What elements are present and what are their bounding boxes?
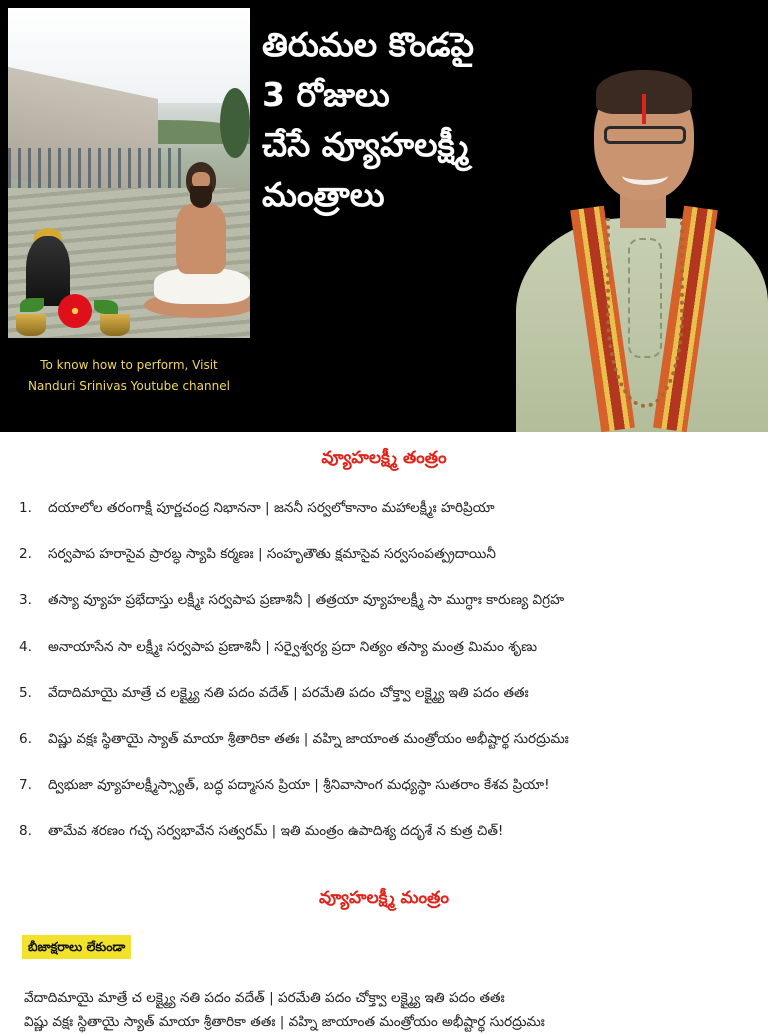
list-item xyxy=(0,724,768,770)
header-banner xyxy=(0,0,768,432)
presenter-portrait xyxy=(516,68,768,432)
caption-line-1: To know how to perform, Visit xyxy=(40,358,218,372)
verse-number: 1. xyxy=(19,500,32,516)
list-item xyxy=(0,678,768,724)
list-item xyxy=(0,816,768,862)
verse-number: 8. xyxy=(19,823,32,840)
title-line-2: 3 రోజులు xyxy=(262,75,390,114)
tantram-heading: వ్యూహలక్ష్మీ తంత్రం xyxy=(321,448,447,468)
leaf-icon xyxy=(94,300,118,314)
list-item xyxy=(0,493,768,539)
caption-line-2: Nanduri Srinivas Youtube channel xyxy=(28,379,230,393)
list-item xyxy=(0,632,768,678)
list-item xyxy=(0,770,768,816)
temple-pond-photo xyxy=(8,8,250,338)
verse-number: 6. xyxy=(19,730,32,747)
mantram-heading: వ్యూహలక్ష్మీ మంత్రం xyxy=(318,888,450,908)
list-item xyxy=(0,539,768,585)
deity-idol xyxy=(26,236,70,306)
verse-text: వేదాదిమాయై మాత్రే చ లక్ష్మ్యై నతి పదం వదేత్ | పరమేతి పదం చోక్త్వా లక్ష్మ్యై ఇతి పదం తతః xyxy=(48,684,529,701)
meditating-sage-figure xyxy=(146,160,250,335)
title-line-3: చేసే వ్యూహలక్ష్మీ xyxy=(262,125,469,164)
verse-number: 5. xyxy=(19,684,32,701)
title-line-1: తిరుమల కొండపై xyxy=(262,25,474,64)
mantram-line-1: వేదాదిమాయై మాత్రే చ లక్ష్మ్యై నతి పదం వదేత్ | పరమేతి పదం చోక్త్వా లక్ష్మ్యై ఇతి పదం తతః xyxy=(24,990,505,1006)
highlight-label: బీజాక్షరాలు లేకుండా xyxy=(22,935,131,959)
hibiscus-flower xyxy=(58,294,92,328)
verse-number: 2. xyxy=(19,546,32,563)
title-line-4: మంత్రాలు xyxy=(262,175,385,214)
verse-list xyxy=(0,493,768,863)
verse-text: తామేవ శరణం గచ్ఛ సర్వభావేన సత్వరమ్ | ఇతి మంత్రం ఉపాదిశ్య దదృశే న కుత్ర చిత్! xyxy=(48,823,504,840)
leaf-icon xyxy=(20,298,44,312)
verse-text: ద్విభుజా వ్యూహలక్ష్మీస్స్యాత్, బద్ధ పద్మాసన ప్రియా | శ్రీనివాసాంగ మధ్యస్థా సుతరాం కేశవ ప్రియా! xyxy=(48,777,550,794)
verse-text: విష్ణు వక్షః స్థితాయై స్యాత్ మాయా శ్రీతారికా తతః | వహ్ని జాయాంత మంత్రోయం అభీష్టార్థ సురద్రుమః xyxy=(48,730,569,747)
verse-number: 4. xyxy=(19,638,32,655)
mantram-line-2: విష్ణు వక్షః స్థితాయై స్యాత్ మాయా శ్రీతారికా తతః | వహ్ని జాయాంత మంత్రోయం అభీష్టార్థ సురద్రుమః xyxy=(24,1014,545,1030)
tree xyxy=(220,88,250,158)
verse-text: దయాలోల తరంగాక్షీ పూర్ణచంద్ర నిభాననా | జననీ సర్వలోకానాం మహాలక్ష్మీః హరిప్రియా xyxy=(48,500,495,516)
youtube-caption xyxy=(0,355,258,397)
lamp-icon xyxy=(16,314,46,336)
mantram-paragraph xyxy=(24,986,768,1034)
verse-text: సర్వపాప హరాసైవ ప్రారబ్ధ స్యాపి కర్మణః | సంహృతౌతు క్షమాసైవ సర్వసంపత్ప్రదాయినీ xyxy=(48,546,496,563)
list-item xyxy=(0,585,768,631)
verse-text: తస్యా వ్యూహ ప్రభేదాస్తు లక్ష్మీః సర్వపాప ప్రణాశినీ | తత్రయా వ్యూహలక్ష్మీ సా ముగ్ధాః కారుణ్య విగ్రహ xyxy=(48,592,565,609)
verse-number: 3. xyxy=(19,592,32,609)
verse-text: అనాయాసేన సా లక్ష్మీః సర్వపాప ప్రణాశినీ | సర్వైశ్వర్య ప్రదా నిత్యం తస్యా మంత్ర మిమం శృణు xyxy=(48,638,538,655)
verse-number: 7. xyxy=(19,777,32,794)
lamp-icon xyxy=(100,314,130,336)
